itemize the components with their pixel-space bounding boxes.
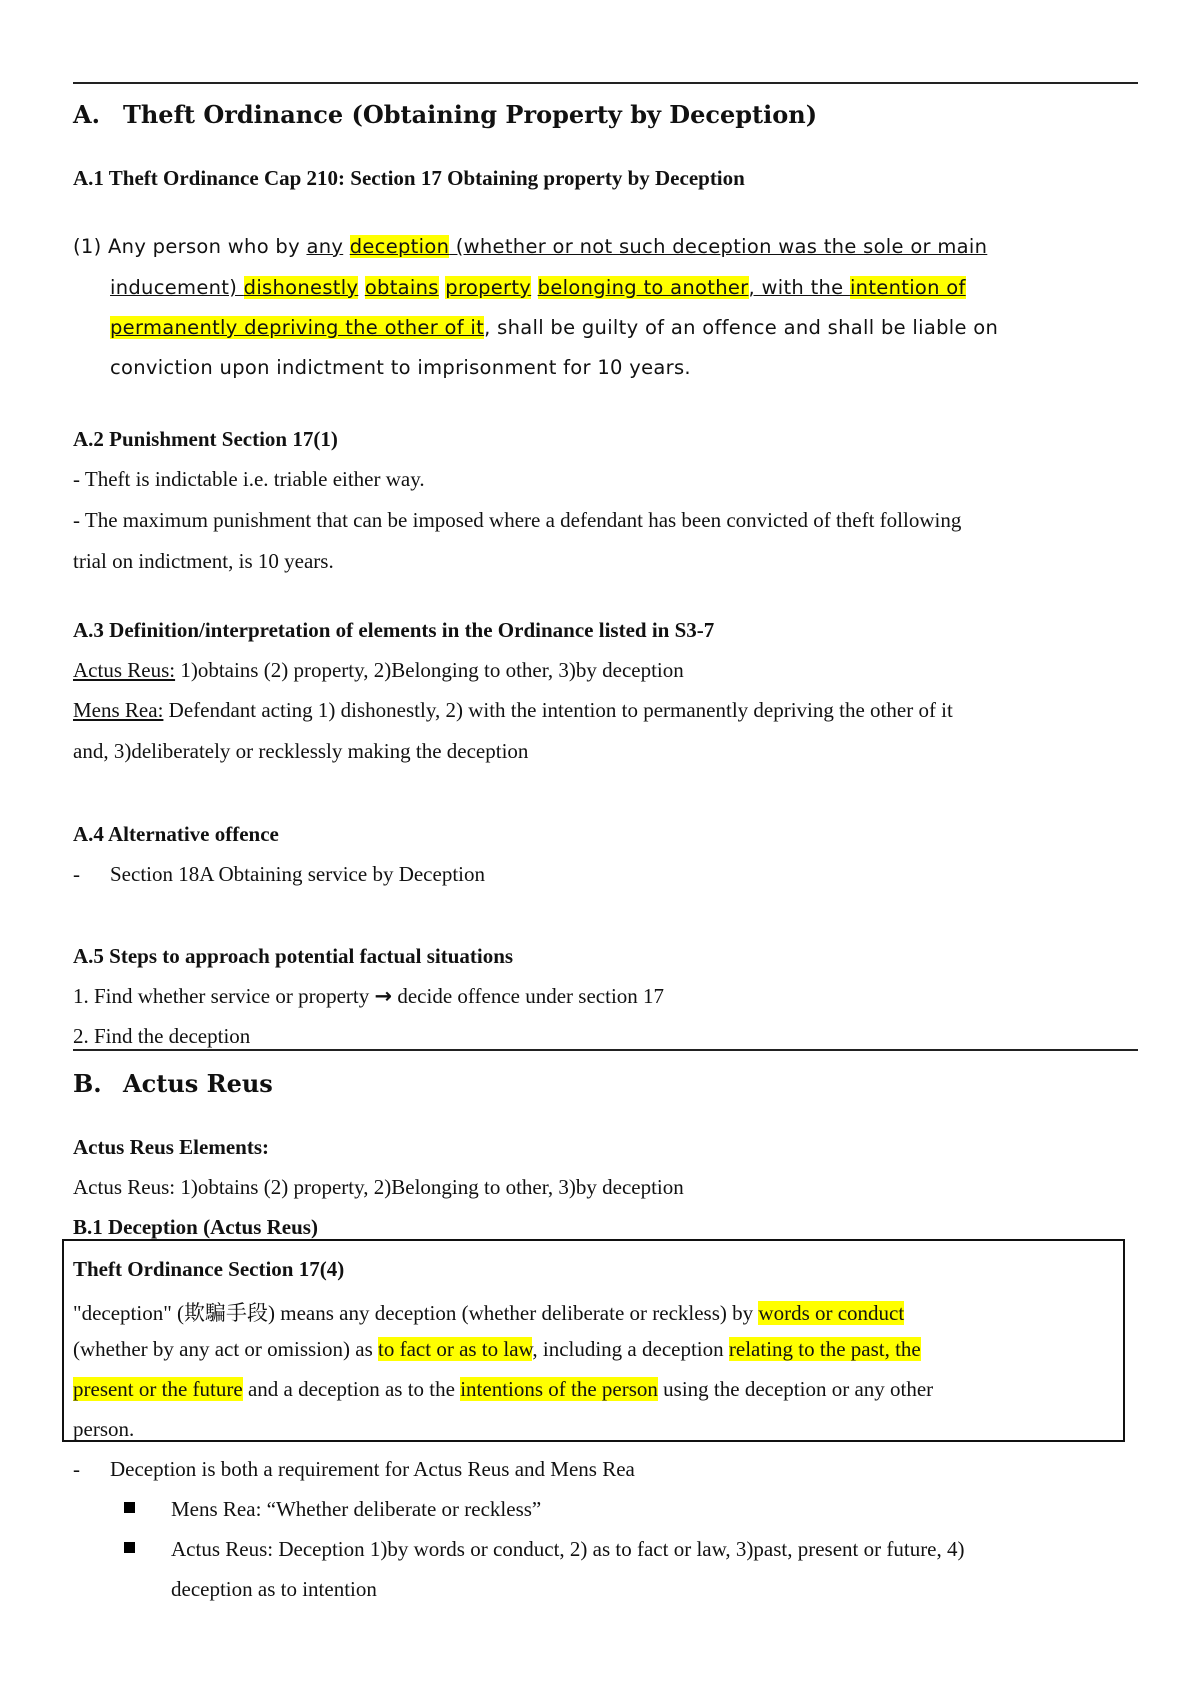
box-line-4: person. (73, 1417, 135, 1441)
a3-mens-rea-cont: and, 3)deliberately or recklessly making the deception (73, 739, 529, 763)
a4-item: Section 18A Obtaining service by Deception (110, 862, 485, 886)
bullet-dash: - (73, 1457, 80, 1481)
square-bullet-icon (124, 1537, 135, 1562)
box-line-2-text: (whether by any act or omission) as (73, 1337, 379, 1361)
a5-step-1-rest: decide offence under section 17 (392, 984, 665, 1008)
a3-actus-reus-text: 1)obtains (2) property, 2)Belonging to other, 3)by deception (175, 658, 684, 682)
section-a-heading (73, 100, 817, 129)
a4-dash: - (73, 862, 80, 886)
a3-title: A.3 Definition/interpretation of elements in the Ordinance listed in S3-7 (73, 618, 715, 642)
box-line-2-mid: , including a deception (532, 1337, 729, 1361)
a5-step-1 (73, 984, 664, 1009)
s17-property-highlight: property (445, 276, 532, 299)
b1-title: B.1 Deception (Actus Reus) (73, 1215, 318, 1239)
box-line-2 (73, 1337, 921, 1362)
sub-bullet-actus-reus: Actus Reus: Deception 1)by words or conduct, 2) as to fact or law, 3)past, present or future, 4) (171, 1537, 965, 1561)
box-fact-law-highlight: to fact or as to law (378, 1337, 533, 1361)
a5-step-2: 2. Find the deception (73, 1024, 251, 1048)
box-line-3-mid: and a deception as to the (242, 1377, 461, 1401)
s17-line-2 (110, 276, 966, 299)
s17-line-4: conviction upon indictment to imprisonment for 10 years. (110, 356, 691, 379)
b-elements-title: Actus Reus Elements: (73, 1135, 269, 1159)
s17-intention-highlight: intention of (849, 276, 966, 299)
s17-rest: , shall be guilty of an offence and shall be liable on (484, 316, 999, 339)
b-elements-text: Actus Reus: 1)obtains (2) property, 2)Belonging to other, 3)by deception (73, 1175, 684, 1199)
section-b-number: B. (73, 1069, 102, 1098)
box-title: Theft Ordinance Section 17(4) (73, 1257, 345, 1281)
box-line-3-end: using the deception or any other (657, 1377, 934, 1401)
a2-line-2: - The maximum punishment that can be imposed where a defendant has been convicted of theft following (73, 508, 962, 532)
section-a-title: Theft Ordinance (Obtaining Property by Deception) (123, 100, 818, 129)
a2-line-1: - Theft is indictable i.e. triable either way. (73, 467, 425, 491)
a1-title: A.1 Theft Ordinance Cap 210: Section 17 Obtaining property by Deception (73, 166, 745, 190)
s17-line-1 (73, 235, 987, 258)
box-line-1-text: "deception" (欺騙手段) means any deception (whether deliberate or reckless) by (73, 1301, 759, 1325)
square-bullet-icon (124, 1497, 135, 1522)
a4-title: A.4 Alternative offence (73, 822, 279, 846)
s17-line-3 (110, 316, 998, 339)
a2-title: A.2 Punishment Section 17(1) (73, 427, 338, 451)
sub-bullet-mens-rea: Mens Rea: “Whether deliberate or reckless” (171, 1497, 542, 1521)
a3-mens-rea-label: Mens Rea: (73, 698, 164, 722)
box-intentions-highlight: intentions of the person (460, 1377, 658, 1401)
s17-paren: (whether or not such deception was the sole or main (449, 235, 988, 258)
section-divider (73, 1049, 1138, 1051)
top-divider (73, 82, 1138, 84)
a3-mens-rea (73, 698, 953, 723)
s17-deception-highlight: deception (349, 235, 450, 258)
box-line-1 (73, 1297, 904, 1327)
section-a-number: A. (73, 100, 100, 129)
s17-permanently-highlight: permanently depriving the other of it (110, 316, 485, 339)
box-past-highlight: relating to the past, the (728, 1337, 921, 1361)
s17-prefix: (1) Any person who by (73, 235, 307, 258)
a3-actus-reus (73, 658, 684, 683)
a3-actus-reus-label: Actus Reus: (73, 658, 176, 682)
section-b-heading (73, 1069, 273, 1098)
box-present-future-highlight: present or the future (73, 1377, 243, 1401)
bullet-text: Deception is both a requirement for Actus Reus and Mens Rea (110, 1457, 635, 1481)
sub-bullet-actus-reus-cont: deception as to intention (171, 1577, 377, 1601)
a5-title: A.5 Steps to approach potential factual situations (73, 944, 514, 968)
s17-with-the: , with the (748, 276, 850, 299)
a5-step-1-text: 1. Find whether service or property (73, 984, 375, 1008)
s17-dishonestly-highlight: dishonestly (243, 276, 359, 299)
box-words-conduct-highlight: words or conduct (758, 1301, 905, 1325)
s17-inducement: inducement) (110, 276, 244, 299)
s17-belonging-highlight: belonging to another (537, 276, 749, 299)
a3-mens-rea-text: Defendant acting 1) dishonestly, 2) with the intention to permanently depriving the other of it (163, 698, 953, 722)
s17-any: any (306, 235, 344, 258)
arrow-right-icon: → (374, 984, 393, 1008)
s17-obtains-highlight: obtains (364, 276, 439, 299)
section-b-title: Actus Reus (123, 1069, 273, 1098)
box-line-3 (73, 1377, 933, 1402)
a2-line-3: trial on indictment, is 10 years. (73, 549, 334, 573)
